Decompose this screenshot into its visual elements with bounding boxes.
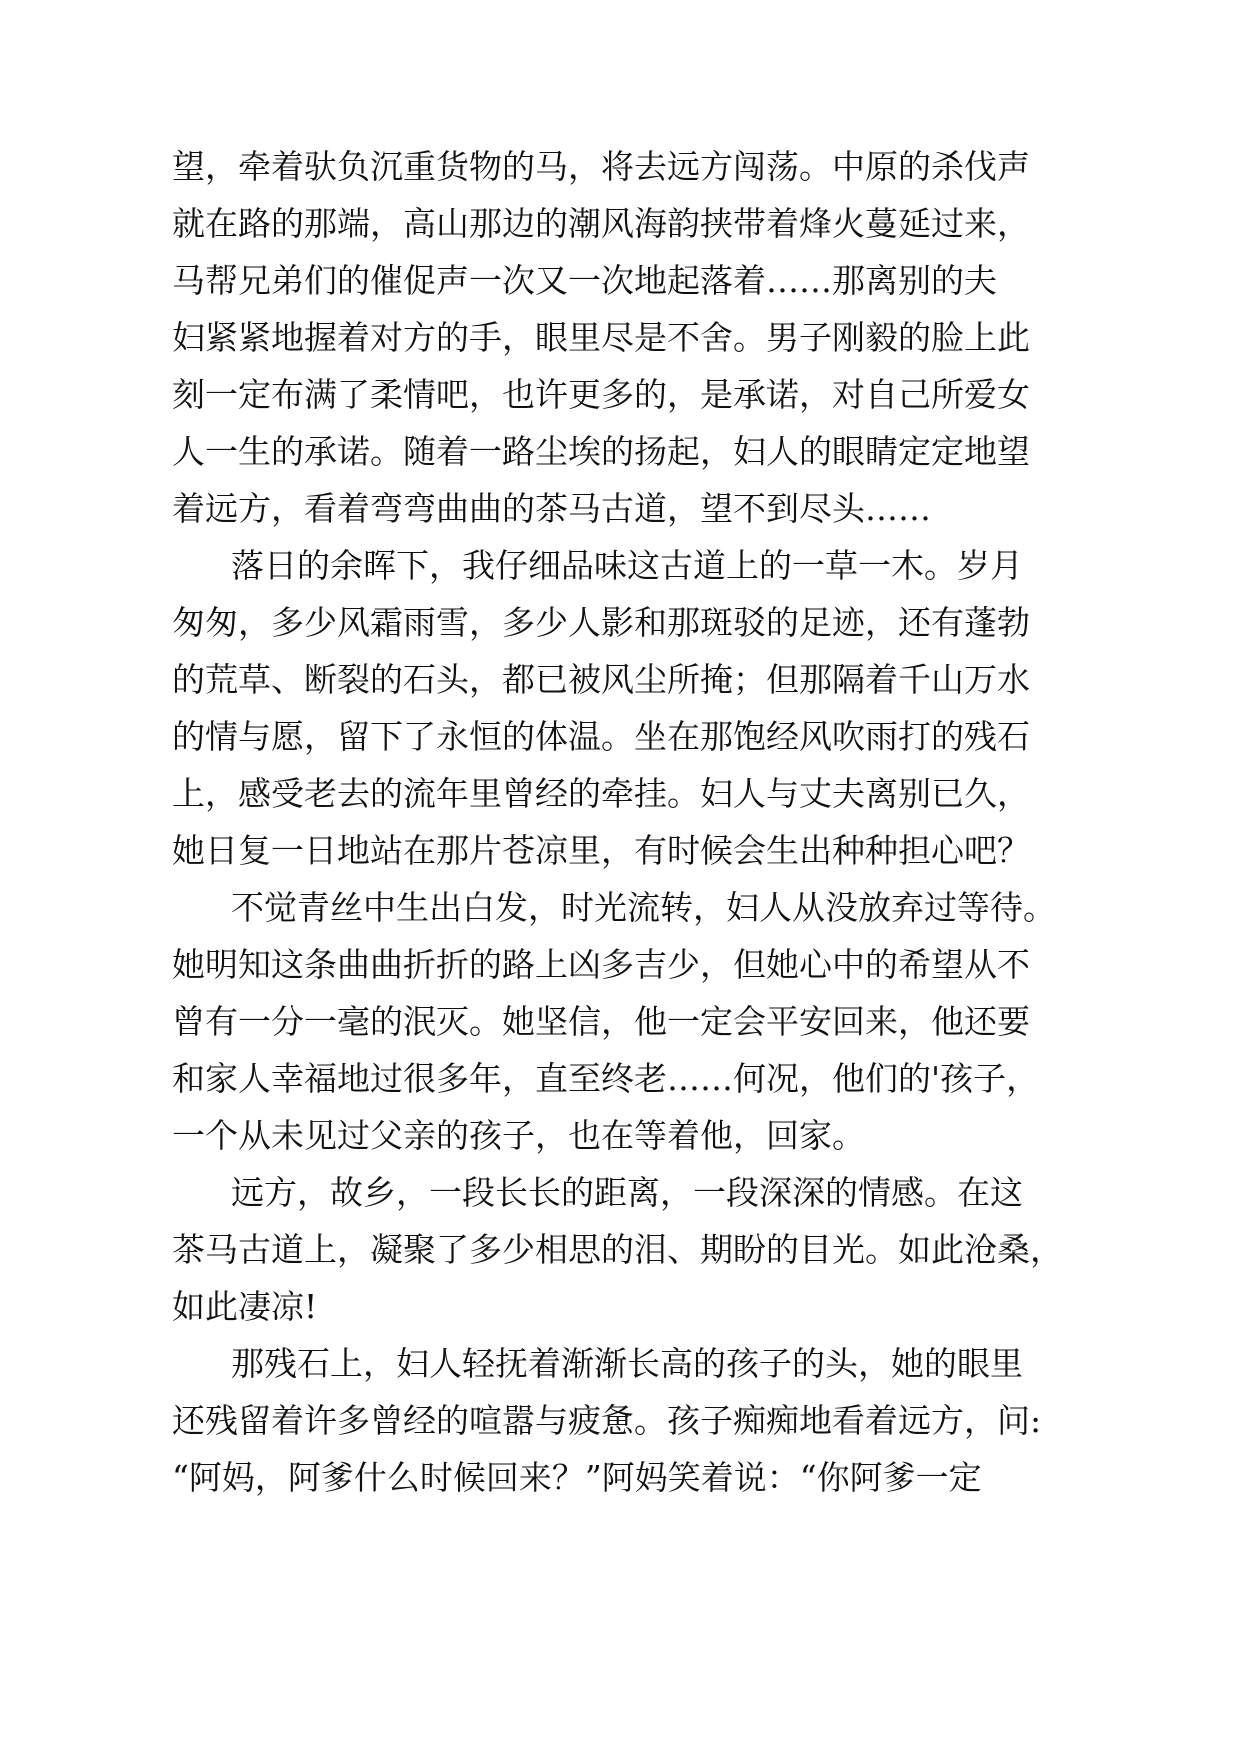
text-line: 曾有一分一毫的泯灭。她坚信，他一定会平安回来，他还要 xyxy=(172,1002,1030,1041)
text-line: 着远方，看着弯弯曲曲的茶马古道，望不到尽头…… xyxy=(172,489,931,528)
text-line: 远方，故乡，一段长长的距离，一段深深的情感。在这 xyxy=(231,1173,1023,1212)
text-line: 望，牵着驮负沉重货物的马，将去远方闯荡。中原的杀伐声 xyxy=(172,147,1030,186)
text-line: 落日的余晖下，我仔细品味这古道上的一草一木。岁月 xyxy=(231,546,1023,585)
text-line: 马帮兄弟们的催促声一次又一次地起落着……那离别的夫 xyxy=(172,261,997,300)
text-line: “阿妈，阿爹什么时候回来？”阿妈笑着说：“你阿爹一定 xyxy=(172,1458,982,1497)
text-line: 如此凄凉! xyxy=(172,1287,318,1326)
text-line: 就在路的那端，高山那边的潮风海韵挟带着烽火蔓延过来， xyxy=(172,204,1030,243)
text-line: 不觉青丝中生出白发，时光流转，妇人从没放弃过等待。 xyxy=(231,888,1056,927)
text-line: 和家人幸福地过很多年，直至终老……何况，他们的'孩子， xyxy=(172,1059,1040,1098)
text-line: 一个从未见过父亲的孩子，也在等着他，回家。 xyxy=(172,1116,865,1155)
text-line: 那残石上，妇人轻抚着渐渐长高的孩子的头，她的眼里 xyxy=(231,1344,1023,1383)
text-line: 人一生的承诺。随着一路尘埃的扬起，妇人的眼睛定定地望 xyxy=(172,432,1030,471)
text-line: 上，感受老去的流年里曾经的牵挂。妇人与丈夫离别已久， xyxy=(172,774,1030,813)
text-line: 她日复一日地站在那片苍凉里，有时候会生出种种担心吧？ xyxy=(172,831,1030,870)
text-line: 茶马古道上，凝聚了多少相思的泪、期盼的目光。如此沧桑， xyxy=(172,1230,1063,1269)
text-line: 的荒草、断裂的石头，都已被风尘所掩；但那隔着千山万水 xyxy=(172,660,1030,699)
text-line: 的情与愿，留下了永恒的体温。坐在那饱经风吹雨打的残石 xyxy=(172,717,1030,756)
text-line: 刻一定布满了柔情吧，也许更多的，是承诺，对自己所爱女 xyxy=(172,375,1030,414)
text-line: 匆匆，多少风霜雨雪，多少人影和那斑驳的足迹，还有蓬勃 xyxy=(172,603,1030,642)
text-line: 妇紧紧地握着对方的手，眼里尽是不舍。男子刚毅的脸上此 xyxy=(172,318,1030,357)
text-line: 还残留着许多曾经的喧嚣与疲惫。孩子痴痴地看着远方，问: xyxy=(172,1401,1042,1440)
text-line: 她明知这条曲曲折折的路上凶多吉少，但她心中的希望从不 xyxy=(172,945,1030,984)
